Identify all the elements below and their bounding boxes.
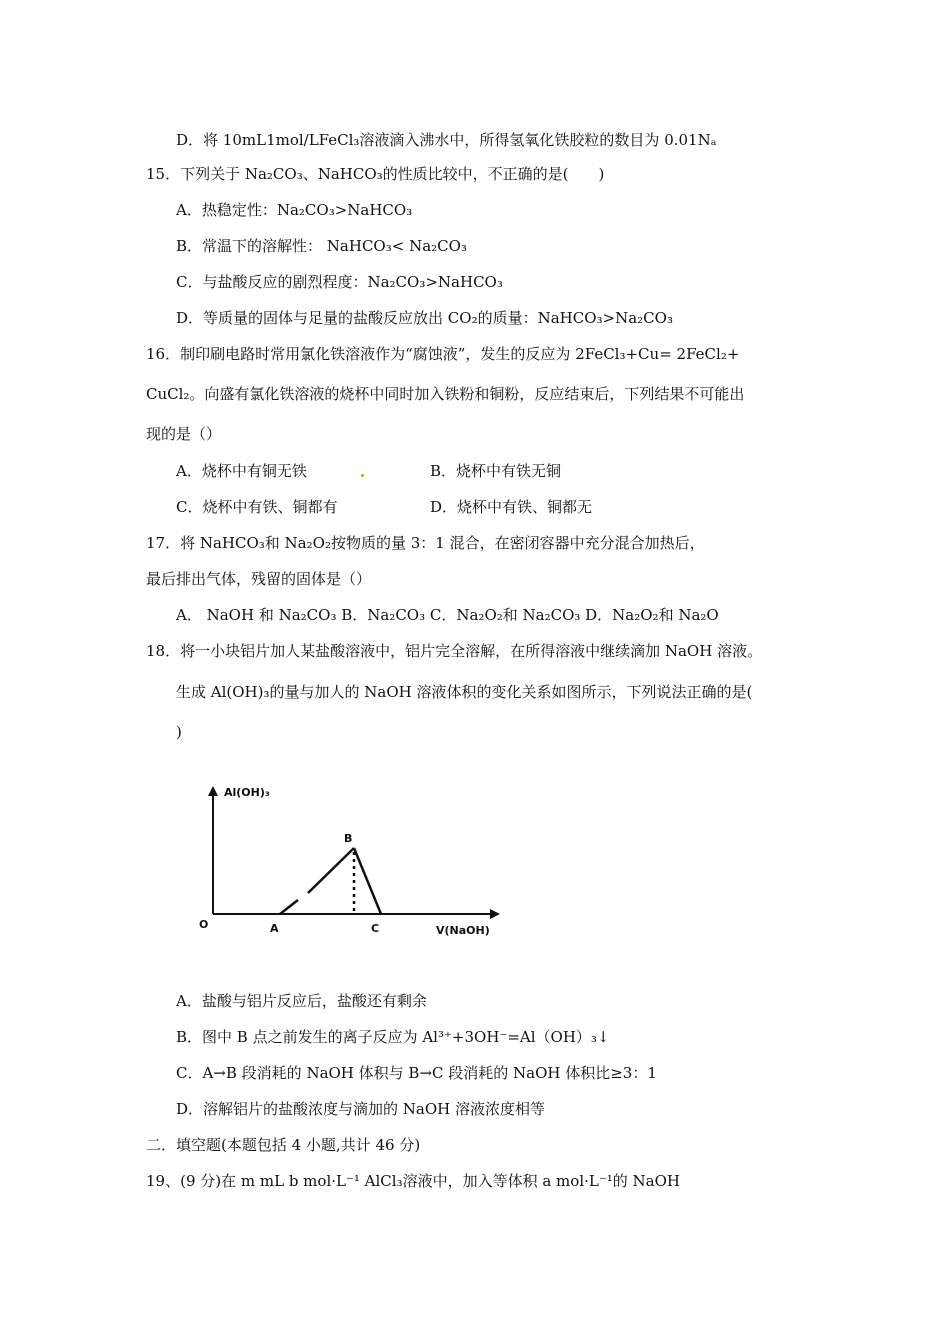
q18-option-c: C．A→B 段消耗的 NaOH 体积与 B→C 段消耗的 NaOH 体积比≥3：1 — [176, 1064, 657, 1082]
point-label-a: A — [270, 922, 279, 935]
q15-stem: 15．下列关于 Na₂CO₃、NaHCO₃的性质比较中，不正确的是( ) — [146, 165, 605, 183]
q15-option-b: B．常温下的溶解性： NaHCO₃< Na₂CO₃ — [176, 237, 467, 255]
q15-option-d: D．等质量的固体与足量的盐酸反应放出 CO₂的质量：NaHCO₃>Na₂CO₃ — [176, 309, 673, 327]
y-axis-label: Al(OH)₃ — [224, 786, 270, 799]
q18-stem-line2: 生成 Al(OH)₃的量与加人的 NaOH 溶液体积的变化关系如图所示，下列说法正确的是( — [176, 683, 753, 701]
q15-option-a: A．热稳定性：Na₂CO₃>NaHCO₃ — [176, 201, 413, 219]
x-axis-label: V(NaOH) — [436, 924, 490, 937]
point-label-b: B — [344, 832, 353, 845]
segment-a-b-upper — [308, 848, 354, 893]
q17-options: A． NaOH 和 Na₂CO₃ B．Na₂CO₃ C．Na₂O₂和 Na₂CO₃ D．Na₂O₂和 Na₂O — [176, 606, 719, 624]
segment-b-c — [354, 848, 381, 914]
segment-a-b-lower — [280, 900, 298, 914]
q18-option-d: D．溶解铝片的盐酸浓度与滴加的 NaOH 溶液浓度相等 — [176, 1100, 546, 1118]
q15-option-c: C．与盐酸反应的剧烈程度：Na₂CO₃>NaHCO₃ — [176, 273, 503, 291]
section-2-heading: 二．填空题(本题包括 4 小题,共计 46 分) — [146, 1136, 421, 1154]
q17-stem-line2: 最后排出气体，残留的固体是（） — [146, 570, 372, 588]
aloh3-naoh-chart — [196, 782, 508, 942]
q18-option-a: A．盐酸与铝片反应后，盐酸还有剩余 — [176, 992, 427, 1010]
q16-stem-line3: 现的是（） — [146, 425, 222, 443]
point-label-c: C — [371, 922, 380, 935]
q16-option-a: A．烧杯中有铜无铁 — [176, 462, 307, 480]
y-axis-arrow — [208, 786, 218, 796]
q18-option-b: B．图中 B 点之前发生的离子反应为 Al³⁺+3OH⁻=Al（OH）₃↓ — [176, 1028, 610, 1046]
q14-option-d: D．将 10mL1mol/LFeCl₃溶液滴入沸水中，所得氢氧化铁胶粒的数目为 0.01Nₐ — [176, 131, 717, 149]
q17-stem-line1: 17．将 NaHCO₃和 Na₂O₂按物质的量 3：1 混合，在密闭容器中充分混合加热后， — [146, 534, 705, 552]
q18-stem-line1: 18．将一小块铝片加人某盐酸溶液中，铝片完全溶解，在所得溶液中继续滴加 NaOH 溶液。 — [146, 642, 763, 660]
q18-stem-line3: ) — [176, 723, 182, 741]
q16-stem-line1: 16．制印刷电路时常用氯化铁溶液作为“腐蚀液”，发生的反应为 2FeCl₃+Cu= 2FeCl₂+ — [146, 345, 740, 363]
stray-dot — [361, 474, 364, 477]
q16-option-b: B．烧杯中有铁无铜 — [430, 462, 562, 480]
q16-stem-line2: CuCl₂。向盛有氯化铁溶液的烧杯中同时加入铁粉和铜粉，反应结束后，下列结果不可能出 — [146, 385, 745, 403]
q16-option-c: C．烧杯中有铁、铜都有 — [176, 498, 338, 516]
point-label-o: O — [199, 918, 209, 931]
q16-option-d: D．烧杯中有铁、铜都无 — [430, 498, 593, 516]
x-axis-arrow — [490, 909, 500, 919]
q19-stem: 19、(9 分)在 m mL b mol·L⁻¹ AlCl₃溶液中，加入等体积 a mol·L⁻¹的 NaOH — [146, 1172, 680, 1190]
